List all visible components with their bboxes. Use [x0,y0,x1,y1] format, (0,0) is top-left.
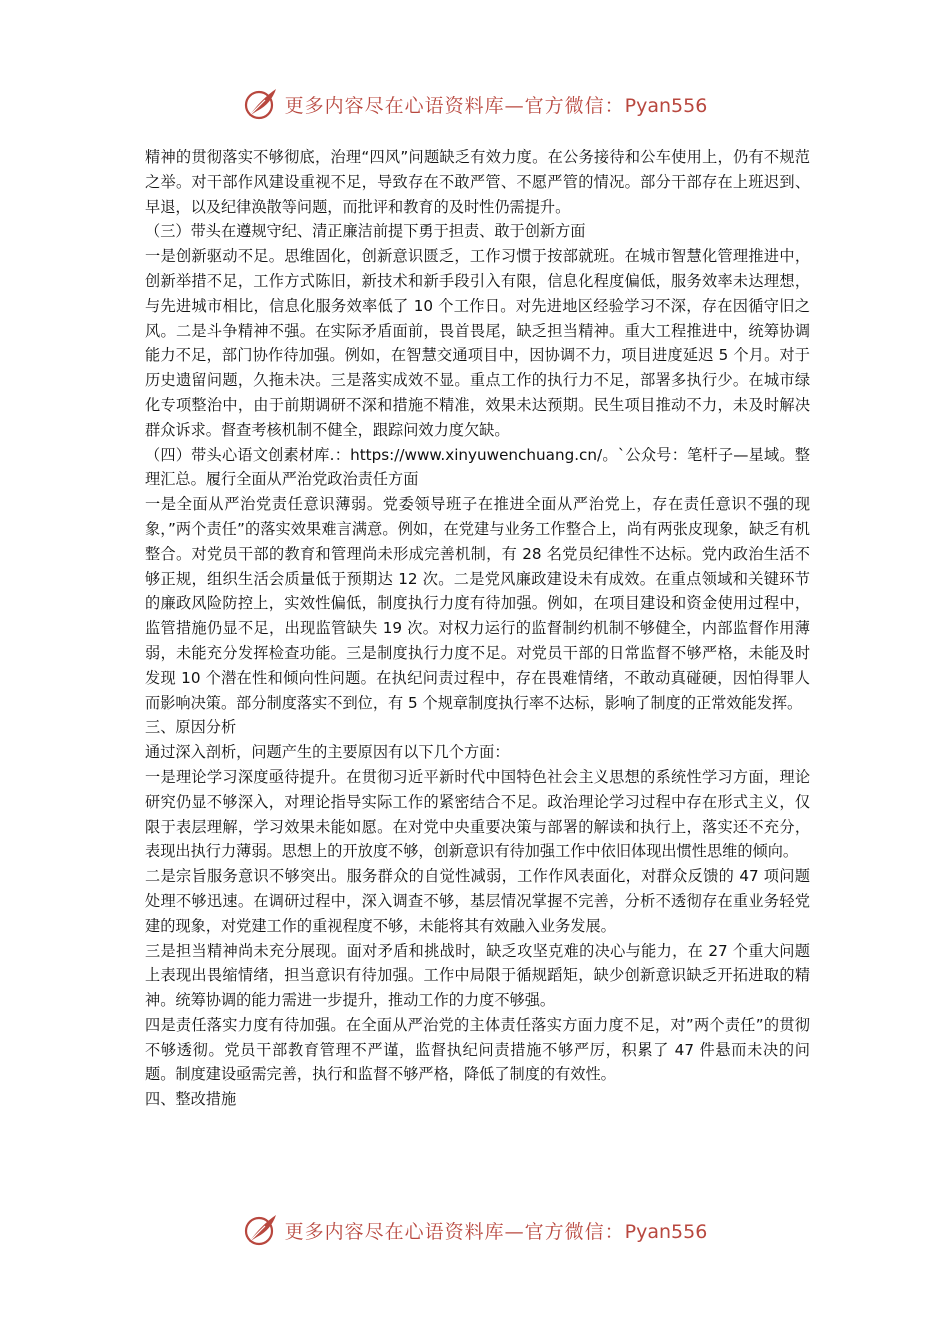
quill-logo-icon [243,86,279,122]
section-heading: （四）带头心语文创素材库.：https://www.xinyuwenchuang.cn/。`公众号：笔杆子—星域。整理汇总。履行全面从严治党政治责任方面 [145,445,810,489]
section-heading: （三）带头在遵规守纪、清正廉洁前提下勇于担责、敢于创新方面 [145,222,586,241]
wechat-id: Pyan556 [624,1220,708,1243]
banner-text: 更多内容尽在心语资料库—官方微信：Pyan556 [284,1220,708,1243]
wechat-id: Pyan556 [624,94,708,117]
document-body [145,145,810,1112]
paragraph: 四是责任落实力度有待加强。在全面从严治党的主体责任落实方面力度不足，对”两个责任”的贯彻不够透彻。党员干部教育管理不严谨，监督执纪问责措施不够严厉，积累了 47 件悬而未决的问题。制度建设亟需完善，执行和监督不够严格，降低了制度的有效性。 [145,1015,810,1084]
paragraph: 三是担当精神尚未充分展现。面对矛盾和挑战时，缺乏攻坚克难的决心与能力，在 27 个重大问题上表现出畏缩情绪，担当意识有待加强。工作中局限于循规蹈矩，缺少创新意识缺乏开拓进取的精神。统筹协调的能力需进一步提升，推动工作的力度不够强。 [145,941,810,1010]
section-heading: 四、整改措施 [145,1090,237,1109]
paragraph: 二是宗旨服务意识不够突出。服务群众的自觉性减弱，工作作风表面化，对群众反馈的 47 项问题处理不够迅速。在调研过程中，深入调查不够，基层情况掌握不完善，分析不透彻存在重业务轻党建的现象，对党建工作的重视程度不够，未能将其有效融入业务发展。 [145,867,810,935]
section-heading: 三、原因分析 [145,718,237,737]
footer-banner [0,1210,950,1250]
paragraph: 一是全面从严治党责任意识薄弱。党委领导班子在推进全面从严治党上，存在责任意识不强的现象，”两个责任”的落实效果难言满意。例如，在党建与业务工作整合上，尚有两张皮现象，缺乏有机整合。对党员干部的教育和管理尚未形成完善机制，有 28 名党员纪律性不达标。党内政治生活不够正规，组织生活会质量低于预期达 12 次。二是党风廉政建设未有成效。在重点领域和关键环节的廉政风险防控上，实效性偏低，制度执行力度有待加强。例如，在项目建设和资金使用过程中，监管措施仍显不足，出现监管缺失 19 次。对权力运行的监督制约机制不够健全，内部监督作用薄弱，未能充分发挥检查功能。三是制度执行力度不足。对党员干部的日常监督不够严格，未能及时发现 10 个潜在性和倾向性问题。在执纪问责过程中，存在畏难情绪，不敢动真碰硬，因怕得罪人而影响决策。部分制度落实不到位，有 5 个规章制度执行率不达标，影响了制度的正常效能发挥。 [145,495,810,712]
paragraph: 精神的贯彻落实不够彻底，治理“四风”问题缺乏有效力度。在公务接待和公车使用上，仍有不规范之举。对干部作风建设重视不足，导致存在不敢严管、不愿严管的情况。部分干部存在上班迟到、早退，以及纪律涣散等问题，而批评和教育的及时性仍需提升。 [145,148,810,216]
paragraph: 一是理论学习深度亟待提升。在贯彻习近平新时代中国特色社会主义思想的系统性学习方面，理论研究仍显不够深入，对理论指导实际工作的紧密结合不足。政治理论学习过程中存在形式主义，仅限于表层理解，学习效果未能如愿。在对党中央重要决策与部署的解读和执行上，落实还不充分，表现出执行力薄弱。思想上的开放度不够，创新意识有待加强工作中依旧体现出惯性思维的倾向。 [145,767,810,861]
paragraph: 一是创新驱动不足。思维固化，创新意识匮乏，工作习惯于按部就班。在城市智慧化管理推进中，创新举措不足，工作方式陈旧，新技术和新手段引入有限，信息化程度偏低，服务效率未达理想，与先进城市相比，信息化服务效率低了 10 个工作日。对先进地区经验学习不深，存在因循守旧之风。二是斗争精神不强。在实际矛盾面前，畏首畏尾，缺乏担当精神。重大工程推进中，统筹协调能力不足，部门协作待加强。例如，在智慧交通项目中，因协调不力，项目进度延迟 5 个月。对于历史遗留问题，久拖未决。三是落实成效不显。重点工作的执行力不足，部署多执行少。在城市绿化专项整治中，由于前期调研不深和措施不精准，效果未达预期。民生项目推动不力，未及时解决群众诉求。督查考核机制不健全，跟踪问效力度欠缺。 [145,247,810,439]
quill-logo-icon [243,1212,279,1248]
header-banner [0,84,950,124]
banner-text: 更多内容尽在心语资料库—官方微信：Pyan556 [284,94,708,117]
paragraph: 通过深入剖析，问题产生的主要原因有以下几个方面： [145,743,510,762]
